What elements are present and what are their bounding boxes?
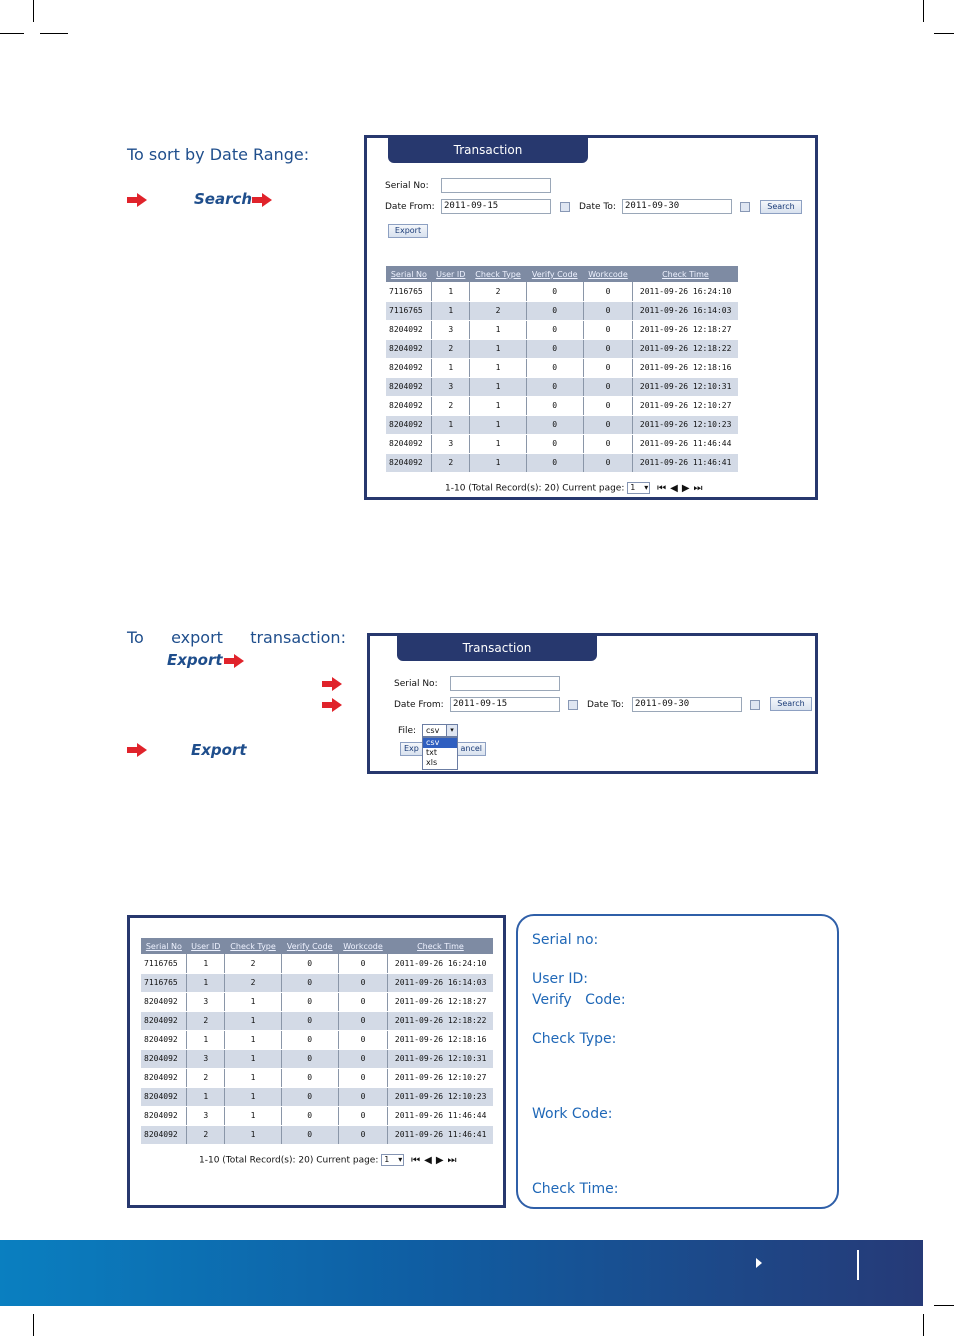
- table-cell: 1: [225, 1011, 282, 1030]
- table-cell: 1: [225, 1030, 282, 1049]
- pager: [199, 1154, 457, 1166]
- column-header[interactable]: Verify Code: [526, 266, 583, 282]
- table-cell: 0: [338, 954, 388, 973]
- table-cell: 0: [281, 954, 338, 973]
- table-cell: 2: [187, 1125, 225, 1144]
- table-cell: 1: [432, 415, 470, 434]
- table-cell: 0: [526, 453, 583, 472]
- table-cell: 3: [432, 434, 470, 453]
- next-page-icon[interactable]: ▶: [681, 482, 690, 494]
- table-cell: 8204092: [141, 1087, 187, 1106]
- table-cell: 2011-09-26 12:18:27: [388, 992, 493, 1011]
- calendar-icon[interactable]: [750, 700, 760, 710]
- date-from-label: Date From:: [385, 202, 435, 212]
- table-cell: 3: [187, 1049, 225, 1068]
- table-cell: 8204092: [386, 396, 432, 415]
- table-cell: 2011-09-26 12:10:23: [633, 415, 738, 434]
- table-cell: 0: [338, 1068, 388, 1087]
- table-cell: 2: [187, 1068, 225, 1087]
- table-row: [141, 1087, 493, 1106]
- date-from-input[interactable]: 2011-09-15: [450, 697, 560, 712]
- serial-input[interactable]: [450, 676, 560, 691]
- transaction-table: [141, 938, 493, 1145]
- chevron-down-icon: ▾: [446, 725, 457, 736]
- table-cell: 8204092: [386, 320, 432, 339]
- legend-verify-code: Verify Code:: [532, 992, 626, 1008]
- arrow-icon: [252, 193, 272, 207]
- file-format-select[interactable]: [422, 724, 458, 737]
- legend-check-time: Check Time:: [532, 1181, 619, 1197]
- crop-mark: [33, 1314, 34, 1336]
- dropdown-option[interactable]: txt: [426, 748, 438, 757]
- column-header[interactable]: Serial No: [141, 938, 187, 954]
- table-cell: 2011-09-26 16:14:03: [388, 973, 493, 992]
- export-keyword: Export: [167, 651, 223, 669]
- table-cell: 0: [281, 1087, 338, 1106]
- calendar-icon[interactable]: [560, 202, 570, 212]
- table-cell: 0: [583, 396, 633, 415]
- table-cell: 1: [470, 396, 527, 415]
- file-label: File:: [398, 726, 417, 736]
- transaction-table: [386, 266, 738, 473]
- table-cell: 0: [338, 1087, 388, 1106]
- dropdown-option[interactable]: xls: [426, 758, 438, 767]
- transaction-panel-sort: [364, 135, 818, 500]
- pager-text: 1-10 (Total Record(s): 20) Current page:: [199, 1155, 379, 1166]
- calendar-icon[interactable]: [740, 202, 750, 212]
- table-cell: 3: [187, 1106, 225, 1125]
- table-cell: 0: [281, 973, 338, 992]
- table-cell: 2: [432, 453, 470, 472]
- table-row: [141, 1049, 493, 1068]
- table-cell: 0: [583, 415, 633, 434]
- table-cell: 8204092: [386, 453, 432, 472]
- table-row: [141, 954, 493, 973]
- table-cell: 0: [338, 1125, 388, 1144]
- table-cell: 2: [470, 301, 527, 320]
- table-cell: 0: [338, 1030, 388, 1049]
- table-row: [141, 1106, 493, 1125]
- legend-user-id: User ID:: [532, 971, 588, 987]
- date-from-label: Date From:: [394, 700, 444, 710]
- page-select[interactable]: 1 ▾: [627, 482, 650, 494]
- field-legend-box: [516, 914, 839, 1209]
- table-cell: 0: [526, 415, 583, 434]
- panel-tab-title: Transaction: [397, 636, 597, 661]
- crop-mark: [0, 33, 24, 34]
- arrow-icon: [224, 654, 244, 668]
- table-cell: 0: [338, 992, 388, 1011]
- table-cell: 2011-09-26 11:46:41: [388, 1125, 493, 1144]
- table-cell: 1: [470, 339, 527, 358]
- table-cell: 2011-09-26 11:46:44: [633, 434, 738, 453]
- pager-text: 1-10 (Total Record(s): 20) Current page:: [445, 483, 625, 494]
- table-row: [386, 301, 738, 320]
- column-header[interactable]: Workcode: [338, 938, 388, 954]
- table-cell: 0: [583, 377, 633, 396]
- table-cell: 2: [225, 954, 282, 973]
- table-cell: 1: [470, 453, 527, 472]
- crop-mark: [934, 1305, 954, 1306]
- prev-page-icon[interactable]: ◀: [670, 482, 678, 494]
- column-header[interactable]: Check Type: [225, 938, 282, 954]
- table-cell: 7116765: [141, 973, 187, 992]
- table-cell: 8204092: [141, 1011, 187, 1030]
- table-row: [386, 358, 738, 377]
- table-cell: 2011-09-26 16:14:03: [633, 301, 738, 320]
- file-format-dropdown[interactable]: [422, 737, 458, 770]
- date-to-input[interactable]: 2011-09-30: [622, 199, 732, 214]
- table-cell: 0: [338, 1011, 388, 1030]
- table-cell: 0: [281, 992, 338, 1011]
- table-cell: 2: [225, 973, 282, 992]
- table-cell: 2011-09-26 16:24:10: [388, 954, 493, 973]
- table-cell: 2: [470, 282, 527, 301]
- column-header[interactable]: User ID: [432, 266, 470, 282]
- table-cell: 8204092: [386, 358, 432, 377]
- legend-serial-no: Serial no:: [532, 932, 599, 948]
- table-row: [141, 1011, 493, 1030]
- table-cell: 1: [470, 377, 527, 396]
- table-cell: 2: [432, 396, 470, 415]
- table-cell: 0: [583, 320, 633, 339]
- table-cell: 2011-09-26 12:18:16: [633, 358, 738, 377]
- table-row: [386, 320, 738, 339]
- table-cell: 0: [281, 1125, 338, 1144]
- table-cell: 8204092: [141, 1030, 187, 1049]
- table-cell: 0: [281, 1049, 338, 1068]
- calendar-icon[interactable]: [568, 700, 578, 710]
- arrow-icon: [127, 743, 147, 757]
- column-header[interactable]: Check Type: [470, 266, 527, 282]
- search-button[interactable]: Search: [760, 200, 802, 214]
- table-row: [386, 434, 738, 453]
- pager: [445, 482, 703, 494]
- table-row: [141, 1030, 493, 1049]
- transaction-table-panel: [127, 915, 506, 1208]
- table-cell: 0: [338, 973, 388, 992]
- column-header[interactable]: Check Time: [633, 266, 738, 282]
- table-cell: 0: [583, 339, 633, 358]
- crop-mark: [40, 33, 68, 34]
- export-keyword: Export: [191, 741, 247, 759]
- sort-heading: To sort by Date Range:: [127, 145, 310, 164]
- crop-mark: [923, 0, 924, 22]
- table-cell: 8204092: [386, 415, 432, 434]
- table-cell: 2011-09-26 12:10:27: [388, 1068, 493, 1087]
- date-to-label: Date To:: [579, 202, 616, 212]
- column-header[interactable]: Workcode: [583, 266, 633, 282]
- table-cell: 1: [432, 282, 470, 301]
- table-row: [386, 377, 738, 396]
- table-cell: 7116765: [141, 954, 187, 973]
- export-button[interactable]: Export: [388, 224, 428, 238]
- serial-label: Serial No:: [385, 181, 429, 191]
- table-cell: 0: [526, 301, 583, 320]
- column-header[interactable]: Serial No: [386, 266, 432, 282]
- triangle-right-icon: [756, 1258, 762, 1268]
- table-cell: 0: [583, 358, 633, 377]
- table-cell: 1: [470, 434, 527, 453]
- table-row: [386, 453, 738, 472]
- table-cell: 1: [225, 1106, 282, 1125]
- table-cell: 1: [187, 954, 225, 973]
- footer-band: [0, 1240, 923, 1306]
- table-cell: 0: [526, 339, 583, 358]
- crop-mark: [923, 1314, 924, 1336]
- arrow-icon: [127, 193, 147, 207]
- table-cell: 2011-09-26 16:24:10: [633, 282, 738, 301]
- first-page-icon[interactable]: ⏮: [411, 1154, 421, 1166]
- serial-input[interactable]: [441, 178, 551, 193]
- table-cell: 2011-09-26 12:10:27: [633, 396, 738, 415]
- search-button[interactable]: Search: [770, 697, 812, 711]
- table-cell: 2011-09-26 12:10:31: [388, 1049, 493, 1068]
- crop-mark: [934, 33, 954, 34]
- table-cell: 1: [225, 1068, 282, 1087]
- table-row: [386, 415, 738, 434]
- table-cell: 2011-09-26 12:10:31: [633, 377, 738, 396]
- footer-divider: [857, 1250, 859, 1280]
- export-heading: To export transaction:: [127, 628, 346, 647]
- table-cell: 0: [281, 1106, 338, 1125]
- table-cell: 1: [432, 358, 470, 377]
- table-cell: 0: [526, 282, 583, 301]
- date-from-input[interactable]: 2011-09-15: [441, 199, 551, 214]
- table-cell: 1: [470, 415, 527, 434]
- table-cell: 2011-09-26 12:18:22: [633, 339, 738, 358]
- table-cell: 0: [526, 377, 583, 396]
- table-cell: 2011-09-26 12:10:23: [388, 1087, 493, 1106]
- table-cell: 1: [225, 1087, 282, 1106]
- table-cell: 3: [432, 377, 470, 396]
- table-cell: 0: [526, 358, 583, 377]
- table-row: [386, 339, 738, 358]
- last-page-icon[interactable]: ⏭: [447, 1154, 457, 1166]
- table-cell: 2011-09-26 11:46:41: [633, 453, 738, 472]
- table-cell: 8204092: [386, 377, 432, 396]
- table-cell: 8204092: [141, 992, 187, 1011]
- table-cell: 1: [432, 301, 470, 320]
- table-cell: 1: [187, 1087, 225, 1106]
- table-cell: 1: [187, 973, 225, 992]
- table-cell: 0: [526, 396, 583, 415]
- legend-work-code: Work Code:: [532, 1106, 613, 1122]
- arrow-icon: [322, 677, 342, 691]
- cancel-button[interactable]: ancel: [452, 742, 486, 756]
- table-cell: 0: [526, 434, 583, 453]
- first-page-icon[interactable]: ⏮: [657, 482, 667, 494]
- table-cell: 2011-09-26 12:18:27: [633, 320, 738, 339]
- table-cell: 2011-09-26 12:18:22: [388, 1011, 493, 1030]
- table-cell: 1: [225, 1049, 282, 1068]
- table-cell: 8204092: [141, 1049, 187, 1068]
- table-cell: 8204092: [141, 1068, 187, 1087]
- table-cell: 1: [470, 358, 527, 377]
- dropdown-option[interactable]: csv: [423, 738, 457, 748]
- table-cell: 3: [432, 320, 470, 339]
- crop-mark: [33, 0, 34, 22]
- table-cell: 0: [583, 282, 633, 301]
- table-row: [141, 1068, 493, 1087]
- table-cell: 2011-09-26 11:46:44: [388, 1106, 493, 1125]
- export-button[interactable]: Exp: [400, 742, 428, 756]
- table-cell: 0: [338, 1049, 388, 1068]
- table-cell: 2: [187, 1011, 225, 1030]
- table-cell: 8204092: [386, 434, 432, 453]
- table-row: [141, 973, 493, 992]
- table-row: [141, 1125, 493, 1144]
- table-row: [141, 992, 493, 1011]
- column-header[interactable]: Check Time: [388, 938, 493, 954]
- table-cell: 0: [583, 301, 633, 320]
- date-to-label: Date To:: [587, 700, 624, 710]
- search-keyword: Search: [194, 190, 253, 208]
- serial-label: Serial No:: [394, 679, 438, 689]
- file-format-selected: csv: [426, 726, 440, 735]
- transaction-panel-export: [367, 633, 818, 774]
- table-cell: 8204092: [386, 339, 432, 358]
- prev-page-icon[interactable]: ◀: [424, 1154, 432, 1166]
- table-cell: 1: [470, 320, 527, 339]
- last-page-icon[interactable]: ⏭: [693, 482, 703, 494]
- table-row: [386, 396, 738, 415]
- table-cell: 0: [281, 1011, 338, 1030]
- table-cell: 2011-09-26 12:18:16: [388, 1030, 493, 1049]
- date-to-input[interactable]: 2011-09-30: [632, 697, 742, 712]
- legend-check-type: Check Type:: [532, 1031, 617, 1047]
- column-header[interactable]: User ID: [187, 938, 225, 954]
- table-cell: 7116765: [386, 282, 432, 301]
- table-row: [386, 282, 738, 301]
- table-cell: 2: [432, 339, 470, 358]
- table-cell: 0: [526, 320, 583, 339]
- table-cell: 3: [187, 992, 225, 1011]
- column-header[interactable]: Verify Code: [281, 938, 338, 954]
- next-page-icon[interactable]: ▶: [435, 1154, 444, 1166]
- table-cell: 0: [583, 434, 633, 453]
- table-cell: 0: [281, 1030, 338, 1049]
- arrow-icon: [322, 698, 342, 712]
- panel-tab-title: Transaction: [388, 138, 588, 163]
- table-cell: 8204092: [141, 1106, 187, 1125]
- table-cell: 0: [281, 1068, 338, 1087]
- table-cell: 7116765: [386, 301, 432, 320]
- page-select[interactable]: 1 ▾: [381, 1154, 404, 1166]
- table-cell: 0: [583, 453, 633, 472]
- table-cell: 1: [187, 1030, 225, 1049]
- table-cell: 8204092: [141, 1125, 187, 1144]
- table-cell: 1: [225, 1125, 282, 1144]
- table-cell: 1: [225, 992, 282, 1011]
- table-cell: 0: [338, 1106, 388, 1125]
